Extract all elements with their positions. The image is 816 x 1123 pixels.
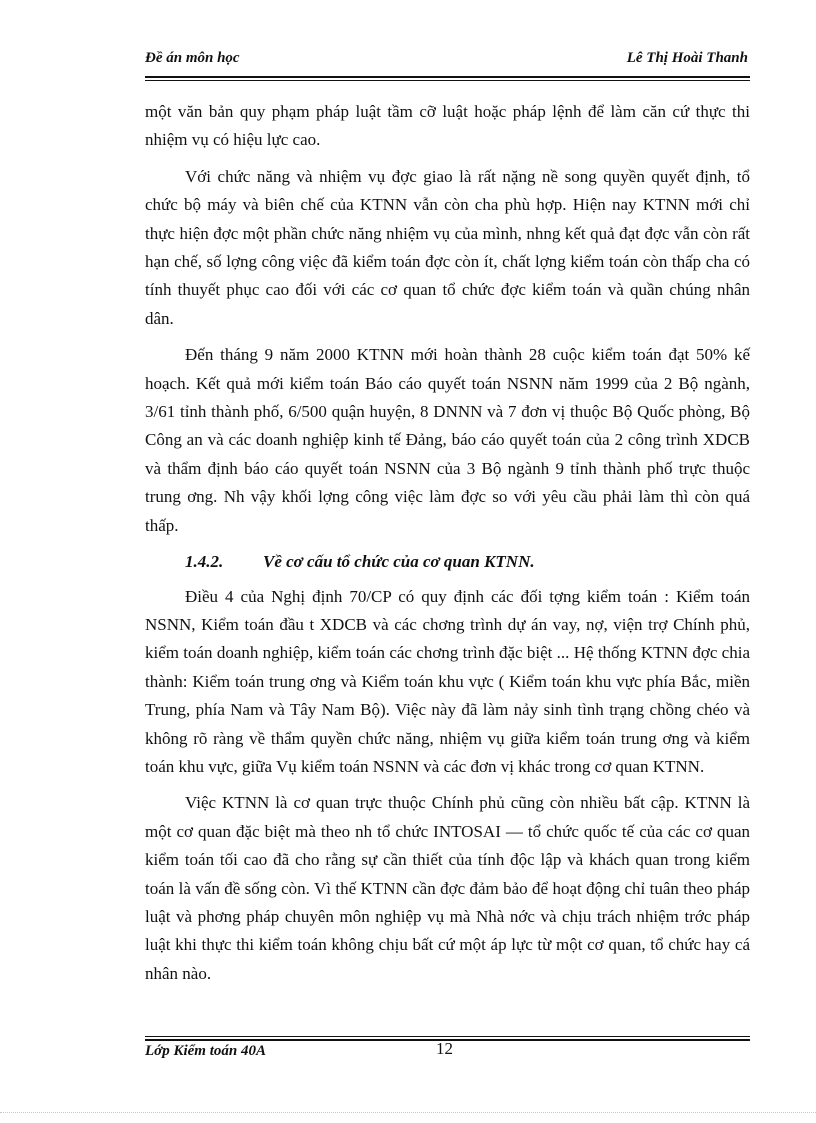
document-body	[145, 98, 750, 996]
paragraph-5: Việc KTNN là cơ quan trực thuộc Chính phủ cũng còn nhiều bất cập. KTNN là một cơ quan đặc biệt mà theo nh tổ chức INTOSAI — tổ chức quốc tế của các cơ quan kiểm toán tối cao đã cho rằng sự cần thiết của tính độc lập và khách quan trong kiểm toán là vấn đề sống còn. Vì thế KTNN cần đợc đảm bảo để hoạt động chỉ tuân theo pháp luật và phơng pháp chuyên môn nghiệp vụ mà Nhà nớc và chịu trách nhiệm trớc pháp luật khi thực thi kiểm toán không chịu bất cứ một áp lực từ một cơ quan, tổ chức hay cá nhân nào.	[145, 793, 750, 983]
page-header	[145, 50, 750, 72]
header-course-title: Đề án môn học	[145, 50, 240, 66]
paragraph-3: Đến tháng 9 năm 2000 KTNN mới hoàn thành 28 cuộc kiểm toán đạt 50% kế hoạch. Kết quả mới kiểm toán Báo cáo quyết toán NSNN năm 1999 của 2 Bộ ngành, 3/61 tỉnh thành phố, 6/500 quận huyện, 8 DNNN và 7 đơn vị thuộc Bộ Quốc phòng, Bộ Công an và các doanh nghiệp kinh tế Đảng, báo cáo quyết toán của 2 công trình XDCB và thẩm định báo cáo quyết toán NSNN của 3 Bộ ngành 9 tỉnh thành phố trực thuộc trung ơng. Nh vậy khối lợng công việc làm đợc so với yêu cầu phải làm thì còn quá thấp.	[145, 345, 750, 535]
footer-class-name: Lớp Kiểm toán 40A	[145, 1043, 266, 1059]
page-bottom-border	[0, 1112, 816, 1113]
page-number: 12	[436, 1039, 453, 1058]
section-heading	[145, 548, 750, 576]
header-rule	[145, 76, 750, 81]
paragraph-1: một văn bản quy phạm pháp luật tầm cỡ luật hoặc pháp lệnh để làm căn cứ thực thi nhiệm vụ có hiệu lực cao.	[145, 102, 750, 150]
paragraph-2: Với chức năng và nhiệm vụ đợc giao là rất nặng nề song quyền quyết định, tổ chức bộ máy và biên chế của KTNN vẫn còn cha phù hợp. Hiện nay KTNN mới chỉ thực hiện đợc một phần chức năng nhiệm vụ của mình, nhng kết quả đạt đợc vẫn còn rất hạn chế, số lợng công việc đã kiểm toán đợc còn ít, chất lợng kiểm toán còn thấp cha có tính thuyết phục cao đối với các cơ quan tổ chức đợc kiểm toán và quần chúng nhân dân.	[145, 166, 750, 328]
section-title: Về cơ cấu tổ chức của cơ quan KTNN.	[263, 552, 535, 572]
header-author-name: Lê Thị Hoài Thanh	[626, 50, 748, 66]
paragraph-4: Điều 4 của Nghị định 70/CP có quy định các đối tợng kiểm toán : Kiểm toán NSNN, Kiểm toán đầu t XDCB và các chơng trình dự án vay, nợ, viện trợ Chính phủ, kiểm toán doanh nghiệp, kiểm toán các chơng trình đặc biệt ... Hệ thống KTNN đợc chia thành: Kiểm toán trung ơng và Kiểm toán khu vực ( Kiểm toán khu vực phía Bắc, miền Trung, phía Nam và Tây Nam Bộ). Việc này đã làm nảy sinh tình trạng chồng chéo và không rõ ràng về thẩm quyền chức năng, nhiệm vụ giữa kiểm toán trung ơng và kiểm toán khu vực, giữa Vụ kiểm toán NSNN và các đơn vị khác trong cơ quan KTNN.	[145, 586, 750, 776]
section-number: 1.4.2.	[185, 552, 224, 572]
